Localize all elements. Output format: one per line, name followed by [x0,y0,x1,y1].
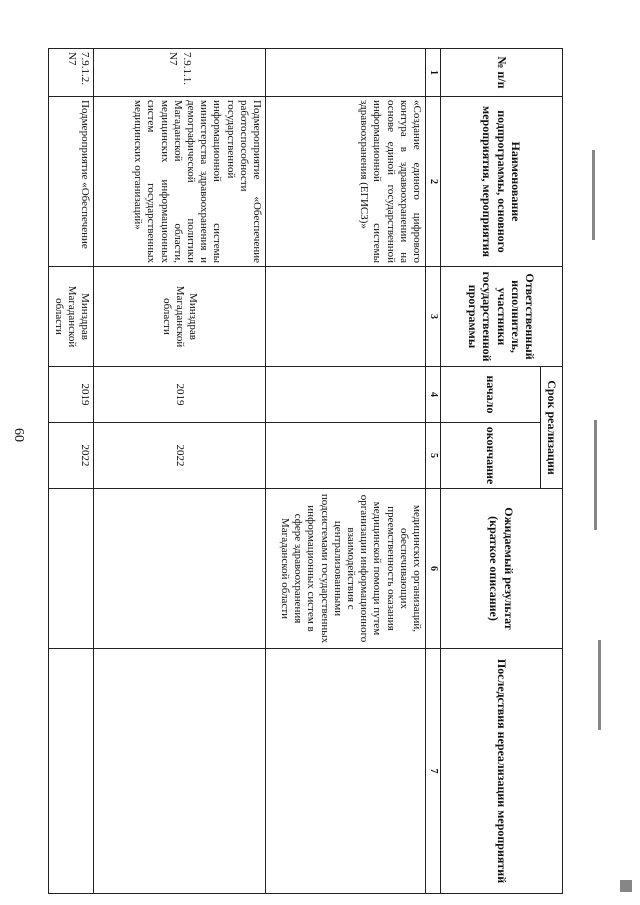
row-1-consequences [94,649,266,894]
header-consequences: Последствия нереализации мероприятий [441,649,563,894]
row-0-name: «Создание единого цифрового контура в здравоохранении на основе единой государственной информационной системы здравоохранения (ЕГИСЗ)» [266,97,426,267]
scan-artifact-corner [620,880,632,892]
page-number: 60 [11,428,26,442]
header-period: Срок реализации [541,367,563,489]
row-1-name: Подмероприятие «Обеспечение работоспособности государственной информационной системы министерства здравоохранения и демографической политики Магаданской области, медицинских информационных систем государственных медицинских организаций» [94,97,266,267]
index-cell-5: 5 [426,423,441,489]
row-0-start [266,367,426,423]
header-name: Наименование подпрограммы, основного мероприятия, мероприятия [441,97,563,267]
row-1-executor: Минздрав Магаданской области [94,267,266,367]
row-0-end [266,423,426,489]
table-row [94,49,266,894]
index-cell-6: 6 [426,489,441,649]
row-2-result [49,489,94,649]
header-executor: Ответственный исполнитель, участники государственной программы [441,267,563,367]
row-2-end: 2022 [49,423,94,489]
row-2-executor: Минздрав Магаданской области [49,267,94,367]
scan-artifact-middle [594,420,597,530]
index-cell-4: 4 [426,367,441,423]
row-1-end: 2022 [94,423,266,489]
index-cell-1: 1 [426,49,441,97]
row-2-name: Подмероприятие «Обеспечение [49,97,94,267]
index-cell-3: 3 [426,267,441,367]
header-start: начало [441,367,541,423]
header-end: окончание [441,423,541,489]
row-1-result [94,489,266,649]
row-2-start: 2019 [49,367,94,423]
header-result: Ожидаемый результат (краткое описание) [441,489,563,649]
row-0-num [266,49,426,97]
program-table [48,48,563,894]
row-2-num: 7.9.1.2. N7 [49,49,94,97]
index-cell-2: 2 [426,97,441,267]
table-row [49,49,94,894]
scan-artifact-top [592,150,595,240]
index-cell-7: 7 [426,649,441,894]
table-rotated-container [52,48,563,893]
scan-artifact-bottom [598,640,601,730]
row-1-start: 2019 [94,367,266,423]
row-0-consequences [266,649,426,894]
row-0-executor [266,267,426,367]
table-row [266,49,426,894]
header-num: № п/п [441,49,563,97]
row-1-num: 7.9.1.1. N7 [94,49,266,97]
row-0-result: медицинских организаций, обеспечивающих преемственность оказания медицинской помощи путем организации информационного взаимодействия с централизованными подсистемами государственных информационных систем в сфере здравоохранения Магаданской области [266,489,426,649]
row-2-consequences [49,649,94,894]
